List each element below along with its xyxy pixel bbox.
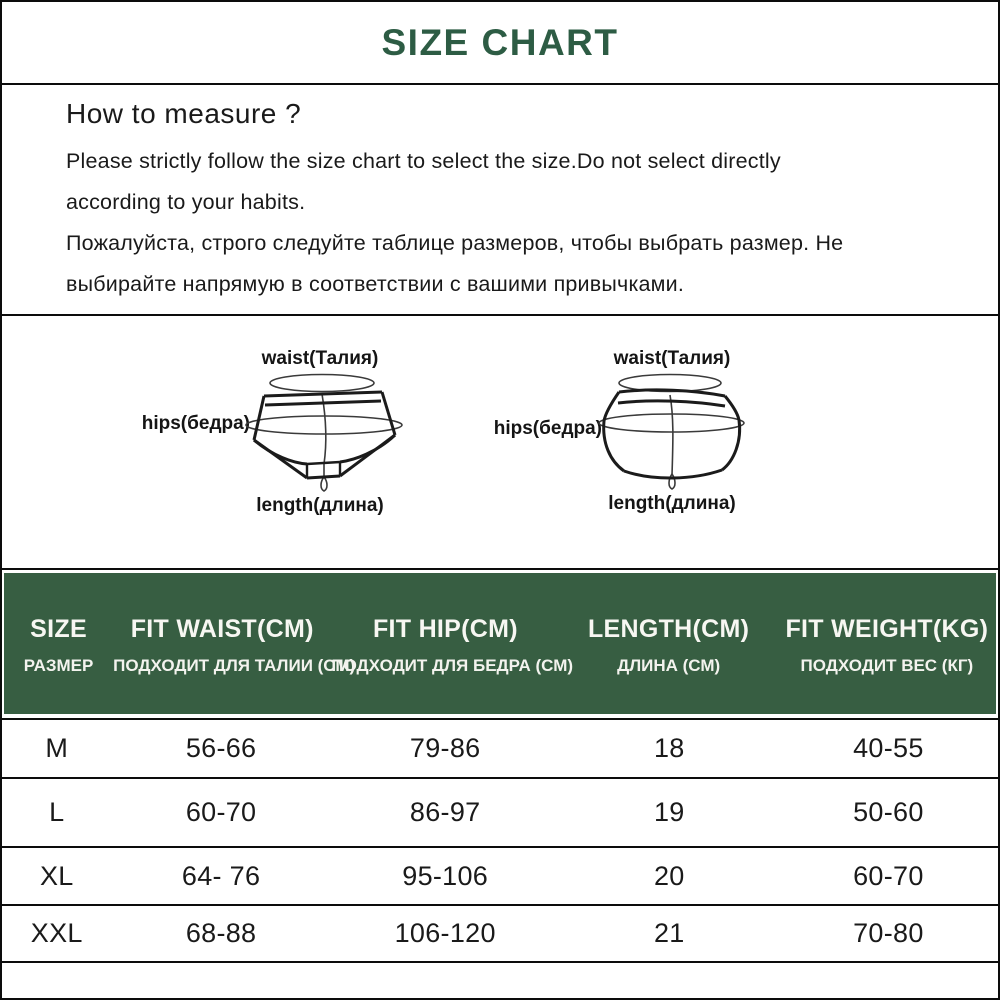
cell-size: XL <box>39 860 74 891</box>
header-weight-ru: ПОДХОДИТ ВЕС (КГ) <box>800 656 974 675</box>
howto-line-en-1: Please strictly follow the size chart to select the size.Do not select directly <box>66 149 781 173</box>
howto-line-ru-2: выбирайте напрямую в соответствии с вашими привычками. <box>66 272 685 296</box>
howto-line-en-2: according to your habits. <box>66 190 306 214</box>
table-header-row-ru <box>4 656 996 676</box>
cell-hip: 86-97 <box>409 797 481 827</box>
header-waist-ru: ПОДХОДИТ ДЛЯ ТАЛИИ (СМ) <box>113 656 356 675</box>
table-bottom-line <box>2 961 998 963</box>
boyshort-hip-ellipse <box>599 414 744 432</box>
boyshort-length-tail <box>669 474 675 489</box>
howto-section <box>2 85 998 316</box>
cell-waist: 68-88 <box>185 918 257 948</box>
howto-heading: How to measure ? <box>66 98 302 129</box>
table-row-l <box>2 777 998 846</box>
boyshort-hips-label: hips(бедра) <box>493 418 602 439</box>
cell-size: L <box>49 797 65 827</box>
cell-length: 21 <box>653 918 685 948</box>
brief-length-tail <box>321 477 327 491</box>
header-hip-ru: ПОДХОДИТ ДЛЯ БЕДРА (СМ) <box>331 656 574 675</box>
header-hip-en: FIT HIP(CM) <box>372 615 518 643</box>
cell-size: M <box>45 733 69 763</box>
cell-waist: 56-66 <box>185 733 257 763</box>
table-header-row-en <box>4 615 996 644</box>
header-size-ru: РАЗМЕР <box>23 656 94 675</box>
cell-length: 19 <box>653 797 685 827</box>
brief-hip-ellipse <box>246 416 402 434</box>
brief-waist-label: waist(Талия) <box>261 348 379 369</box>
header-size-en: SIZE <box>30 615 87 643</box>
table-row-xl <box>2 846 998 904</box>
table-header <box>4 573 996 714</box>
table-body <box>2 718 998 963</box>
boyshort-length-line <box>670 395 673 475</box>
cell-weight: 60-70 <box>853 860 924 891</box>
cell-weight: 50-60 <box>853 797 924 827</box>
brief-length-label: length(длина) <box>256 495 384 516</box>
header-weight-en: FIT WEIGHT(KG) <box>785 615 989 643</box>
cell-waist: 60-70 <box>185 797 257 827</box>
diagrams-section <box>2 316 998 570</box>
cell-hip: 106-120 <box>394 918 496 948</box>
boyshort-length-label: length(длина) <box>608 493 736 514</box>
cell-waist: 64- 76 <box>181 860 261 891</box>
cell-size: XXL <box>30 918 83 948</box>
brief-hips-label: hips(бедра) <box>141 413 250 434</box>
header-length-ru: ДЛИНА (СМ) <box>617 656 721 675</box>
brief-diagram <box>245 373 407 499</box>
header-waist-en: FIT WAIST(CM) <box>130 615 314 643</box>
cell-length: 18 <box>653 733 685 763</box>
boyshort-waist-label: waist(Талия) <box>613 348 731 369</box>
cell-length: 20 <box>653 860 685 891</box>
table-row-xxl <box>2 904 998 961</box>
cell-weight: 40-55 <box>853 733 924 763</box>
size-table-section <box>2 573 998 999</box>
cell-weight: 70-80 <box>853 918 924 948</box>
page-title: SIZE CHART <box>381 21 619 63</box>
title-section <box>2 2 998 85</box>
cell-hip: 79-86 <box>409 733 481 763</box>
cell-hip: 95-106 <box>402 860 489 891</box>
header-length-en: LENGTH(CM) <box>587 615 750 643</box>
table-row-m <box>2 718 998 777</box>
howto-line-ru-1: Пожалуйста, строго следуйте таблице размеров, чтобы выбрать размер. Не <box>66 231 844 255</box>
howto-paragraph <box>66 141 958 305</box>
boyshort-diagram <box>598 373 750 499</box>
brief-waist-ellipse <box>270 375 374 392</box>
